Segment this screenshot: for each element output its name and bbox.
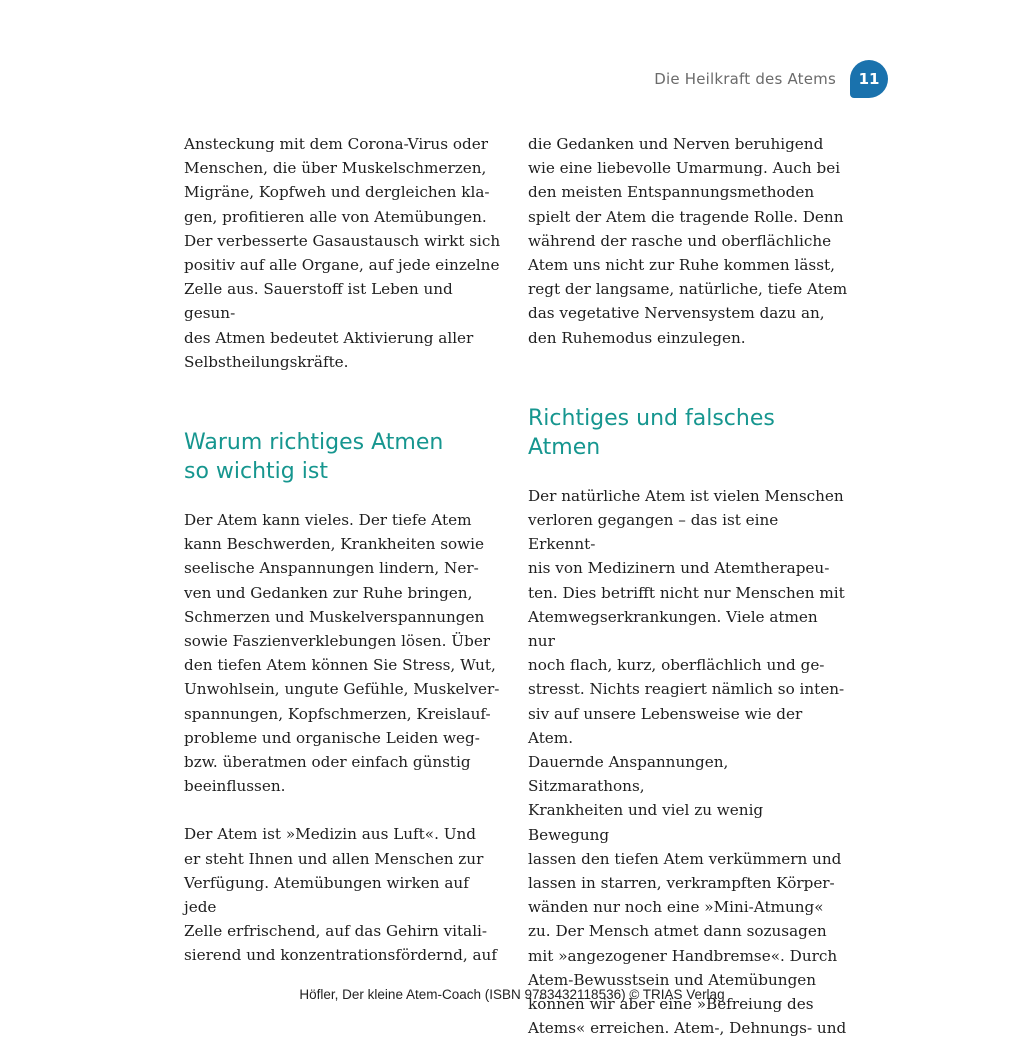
paragraph: Der Atem ist »Medizin aus Luft«. Und er steht Ihnen und allen Menschen zur Verfügung. Atemübungen wirken auf jede Zelle erfrischend, auf das Gehirn vitali- sierend und konzentrationsfördernd, auf (184, 825, 497, 965)
paragraph: die Gedanken und Nerven beruhigend wie eine liebevolle Umarmung. Auch bei den meisten Entspannungsmethoden spielt der Atem die tragende Rolle. Denn während der rasche und oberflächliche Atem uns nicht zur Ruhe kommen lässt, regt der langsame, natürliche, tiefe Atem das vegetative Nervensystem dazu an, den Ruhemodus einzulegen. (528, 135, 848, 347)
paragraph: Ansteckung mit dem Corona-Virus oder Menschen, die über Muskelschmerzen, Migräne, Kopfweh und dergleichen kla- gen, profitieren alle von Atemübungen. Der verbesserte Gasaustausch wirkt sich positiv auf alle Organe, auf jede einzelne Zelle aus. Sauerstoff ist Leben und gesun- des Atmen bedeutet Aktivierung aller Selbstheilungskräfte. (184, 135, 501, 371)
page-number: 11 (858, 70, 880, 88)
page-number-badge (850, 60, 888, 98)
paragraph: Der natürliche Atem ist vielen Menschen verloren gegangen – das ist eine Erkennt- nis von Medizinern und Atemtherapeu- ten. Dies betrifft nicht nur Menschen mit Atemwegserkrankungen. Viele atmen nur noch flach, kurz, oberflächlich und ge- stresst. Nichts reagiert nämlich so inten- siv auf unsere Lebensweise wie der Atem. Dauernde Anspannungen, Sitzmarathons, Krankheiten und viel zu wenig Bewegung lassen den tiefen Atem verkümmern und lassen in starren, verkrampften Körper- wänden nur noch eine »Mini-Atmung« zu. Der Mensch atmet dann sozusagen mit »angezogener Handbremse«. Durch Atem-Bewusstsein und Atemübungen können wir aber eine »Befreiung des Atems« erreichen. Atem-, Dehnungs- und (528, 486, 847, 1038)
left-column (184, 132, 504, 968)
section-heading: Richtiges und falsches Atmen (528, 405, 775, 460)
footer-citation: Höfler, Der kleine Atem-Coach (ISBN 9783432118536) © TRIAS Verlag (299, 987, 725, 1002)
paragraph: Der Atem kann vieles. Der tiefe Atem kann Beschwerden, Krankheiten sowie seelische Anspannungen lindern, Ner- ven und Gedanken zur Ruhe bringen, Schmerzen und Muskelverspannungen sowie Faszienverklebungen lösen. Über den tiefen Atem können Sie Stress, Wut, Unwohlsein, ungute Gefühle, Muskelver- spannungen, Kopfschmerzen, Kreislauf- probleme und organische Leiden weg- bzw. überatmen oder einfach günstig beeinflussen. (184, 511, 500, 796)
section-heading: Warum richtiges Atmen so wichtig ist (184, 430, 444, 485)
right-column (528, 132, 848, 1041)
running-title: Die Heilkraft des Atems (654, 70, 836, 88)
